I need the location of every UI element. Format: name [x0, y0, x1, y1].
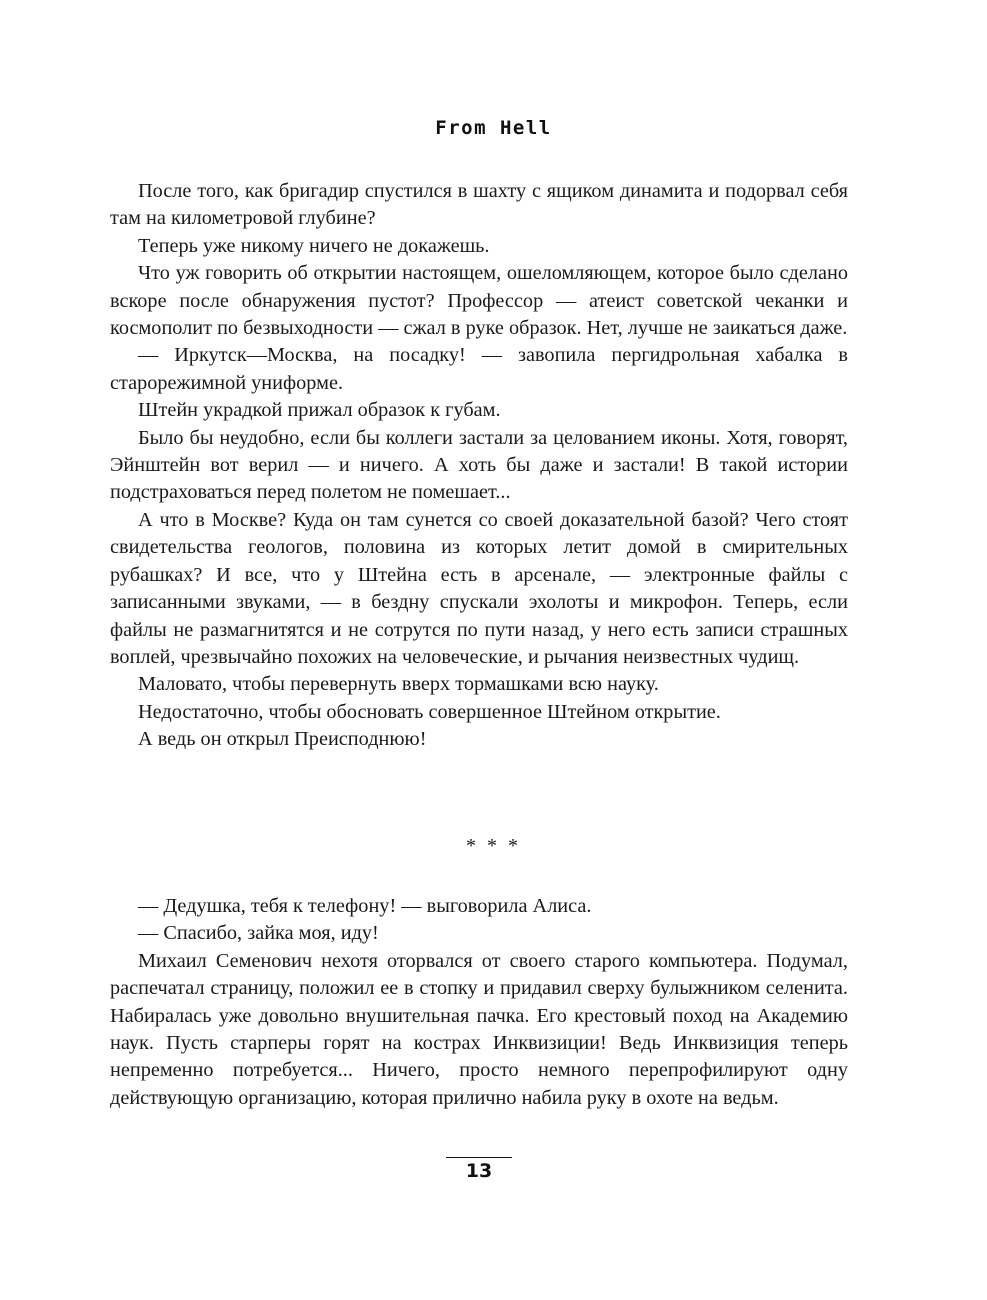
section-separator: * * *: [466, 835, 521, 857]
paragraph: А что в Москве? Куда он там сунется со своей доказательной базой? Чего стоят свидетельства геологов, половина из которых летит домой в смирительных рубашках? И все, что у Штейна есть в арсенале, — электронные файлы с записанными звуками, — в бездну спускали эхолоты и микрофон. Теперь, если файлы не размагнитятся и не сотрутся по пути назад, у него есть записи страшных воплей, чрезвычайно похожих на человеческие, и рычания неизвестных чудищ.: [110, 508, 848, 668]
page-number-rule: [446, 1157, 512, 1158]
paragraph: Штейн украдкой прижал образок к губам.: [138, 399, 501, 422]
paragraph: Было бы неудобно, если бы коллеги застали за целованием иконы. Хотя, говорят, Эйнштейн вот верил — и ничего. А хоть бы даже и застали! В такой истории подстраховаться перед полетом не помешает...: [110, 426, 848, 504]
paragraph: — Дедушка, тебя к телефону! — выговорила Алиса.: [138, 895, 592, 917]
running-title: From Hell: [435, 117, 552, 139]
text-section-2: [110, 893, 848, 1112]
paragraph: Недостаточно, чтобы обосновать совершенное Штейном открытие.: [138, 700, 721, 723]
paragraph: Михаил Семенович нехотя оторвался от своего старого компьютера. Подумал, распечатал страницу, положил ее в стопку и придавил сверху булыжником селенита. Набиралась уже довольно внушительная пачка. Его крестовый поход на Академию наук. Пусть старперы горят на кострах Инквизиции! Ведь Инквизиция теперь непременно потребуется... Ничего, просто немного перепрофилируют одну действующую организацию, которая прилично набила руку в охоте на ведьм.: [110, 949, 848, 1109]
paragraph: Что уж говорить об открытии настоящем, ошеломляющем, которое было сделано вскоре после обнаружения пустот? Профессор — атеист советской чеканки и космополит по безвыходности — сжал в руке образок. Нет, лучше не заикаться даже.: [110, 262, 848, 340]
paragraph: Маловато, чтобы перевернуть вверх тормашками всю науку.: [138, 673, 659, 696]
paragraph: Теперь уже никому ничего не докажешь.: [138, 234, 490, 257]
paragraph: — Иркутск—Москва, на посадку! — завопила пергидрольная хабалка в старорежимной униформе.: [110, 344, 848, 394]
paragraph: А ведь он открыл Преисподнюю!: [138, 728, 427, 751]
paragraph: — Спасибо, зайка моя, иду!: [138, 922, 379, 945]
text-section-1: [110, 178, 848, 754]
page-number: 13: [465, 1160, 493, 1182]
paragraph: После того, как бригадир спустился в шахту с ящиком динамита и подорвал себя там на километровой глубине?: [110, 180, 848, 230]
